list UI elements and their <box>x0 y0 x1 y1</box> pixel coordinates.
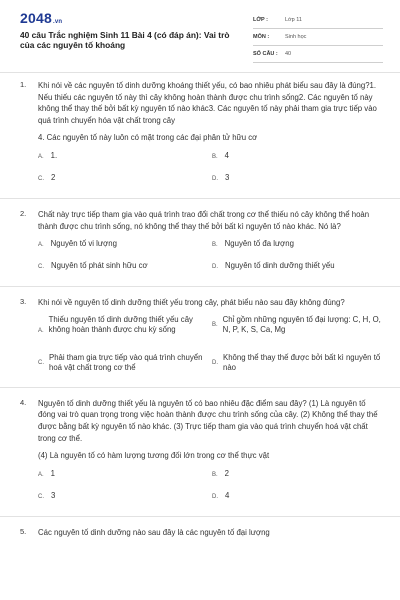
question-divider <box>0 387 400 388</box>
meta-key: MÔN : <box>253 34 270 40</box>
header-divider <box>0 72 400 73</box>
question-5 <box>0 527 400 539</box>
meta-key: SỐ CÂU : <box>253 51 278 57</box>
question-divider <box>0 286 400 287</box>
option-c[interactable]: C. Phải tham gia trực tiếp vào quá trình chuyển hoá vật chất trong cơ thể <box>38 352 203 373</box>
question-number: 3. <box>20 297 27 307</box>
option-b[interactable]: B. 4 <box>212 150 230 160</box>
meta-value: 40 <box>285 51 292 57</box>
option-c[interactable]: C. Nguyên tố phát sinh hữu cơ <box>38 261 148 271</box>
meta-row-subject <box>253 30 383 46</box>
question-number: 2. <box>20 208 27 218</box>
meta-value: Sinh học <box>285 34 307 40</box>
question-text: Nguyên tố dinh dưỡng thiết yếu là nguyên tố có bao nhiêu đặc điểm sau đây? (1) Là nguyên tố đóng vai trò quan trọng trong việc hoàn thành được chu trình sống của cây. (2) Không thể thay thế được bằng bất kỳ nguyên tố nào khác. (3) Trực tiếp tham gia vào quá trình chuyển hoá vật chất trong cơ thể. <box>38 398 378 443</box>
option-c[interactable]: C. 2 <box>38 172 56 182</box>
question-divider <box>0 198 400 199</box>
question-number: 4. <box>20 397 27 407</box>
question-number: 1. <box>20 80 27 89</box>
question-divider <box>0 516 400 517</box>
question-subtext: 4. Các nguyên tố này luôn có mặt trong các đại phân tử hữu cơ <box>38 133 258 143</box>
question-text: Các nguyên tố dinh dưỡng nào sau đây là các nguyên tố đại lượng <box>38 527 270 537</box>
option-b[interactable]: B. Chỉ gồm những nguyên tố đại lượng: C, H, O, N, P, K, S, Ca, Mg <box>212 314 381 335</box>
options-2 <box>0 238 400 282</box>
option-a[interactable]: A. 1. <box>38 150 58 160</box>
option-d[interactable]: D. 3 <box>212 172 230 182</box>
question-4 <box>0 398 400 462</box>
option-b[interactable]: B. 2 <box>212 468 230 478</box>
question-number: 5. <box>20 526 27 536</box>
option-d[interactable]: D. Nguyên tố dinh dưỡng thiết yếu <box>212 261 335 271</box>
option-c[interactable]: C. 3 <box>38 490 56 500</box>
question-text: Khi nói về các nguyên tố dinh dưỡng khoáng thiết yếu, có bao nhiêu phát biểu sau đây là đúng?1. Nếu thiếu các nguyên tố này thì cây không hoàn thành được chu trình sống2. Các nguyên tố này không thể thay thế bởi bất kỳ nguyên tố nào khác3. Các nguyên tố này phải tham gia trực tiếp vào quá trình chuyển hóa vật chất trong cây <box>38 81 377 125</box>
question-3 <box>0 297 400 309</box>
meta-key: LỚP : <box>253 17 268 23</box>
page-header <box>0 0 400 66</box>
meta-row-count <box>253 47 383 63</box>
site-logo[interactable]: 2048.vn <box>20 10 63 26</box>
options-3 <box>0 315 400 383</box>
options-1 <box>0 150 400 194</box>
option-b[interactable]: B. Nguyên tố đa lượng <box>212 239 294 249</box>
option-d[interactable]: D. Không thể thay thế được bởi bất kì nguyên tố nào <box>212 352 381 373</box>
question-1 <box>0 80 400 144</box>
question-list <box>0 80 400 538</box>
option-a[interactable]: A. 1 <box>38 468 56 478</box>
option-d[interactable]: D. 4 <box>212 490 230 500</box>
meta-value: Lớp 11 <box>285 17 302 23</box>
question-text: Chất này trực tiếp tham gia vào quá trình trao đổi chất trong cơ thể thiếu nó cây không thể hoàn thành được chu trình sống, nó không thể thay thế bởi bất kì nguyên tố nào khác. Nó là? <box>38 209 370 231</box>
meta-table <box>253 13 383 64</box>
question-text: Khi nói về nguyên tố dinh dưỡng thiết yếu trong cây, phát biểu nào sau đây không đúng? <box>38 298 345 308</box>
options-4 <box>0 468 400 512</box>
question-2 <box>0 209 400 232</box>
document-title: 40 câu Trắc nghiệm Sinh 11 Bài 4 (có đáp án): Vai trò của các nguyên tố khoáng <box>20 30 230 50</box>
meta-row-class <box>253 13 383 29</box>
option-a[interactable]: A. Nguyên tố vi lượng <box>38 239 117 249</box>
option-a[interactable]: A. Thiếu nguyên tố dinh dưỡng thiết yếu cây không hoàn thành được chu kỳ sống <box>38 314 193 335</box>
question-subtext: (4) Là nguyên tố có hàm lượng tương đối lớn trong cơ thể thực vật <box>38 451 270 461</box>
